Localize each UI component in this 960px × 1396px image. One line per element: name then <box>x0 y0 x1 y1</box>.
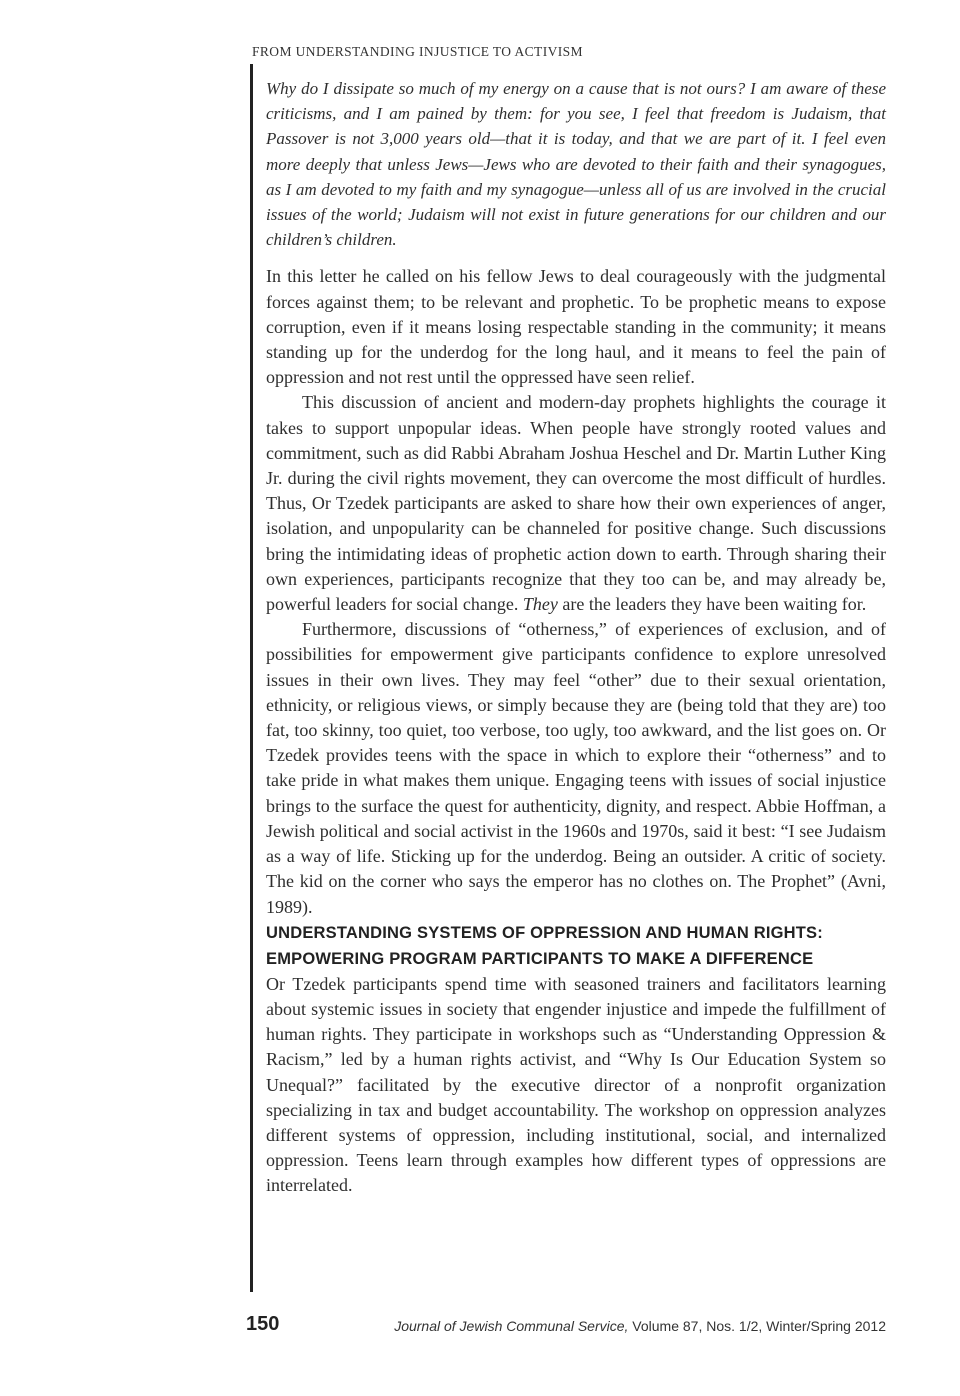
paragraph-2 <box>266 390 886 617</box>
running-head: FROM UNDERSTANDING INJUSTICE TO ACTIVISM <box>252 44 583 59</box>
page-number: 150 <box>246 1313 280 1335</box>
paragraph-3: Furthermore, discussions of “otherness,” of experiences of exclusion, and of possibilities for empowerment give participants confidence to explore unresolved issues in their own lives. They may feel “other” due to their sexual orientation, ethnicity, or religious views, or simply because they are (being told that they are) too fat, too skinny, too quiet, too verbose, too ugly, too awkward, and the list goes on. Or Tzedek provides teens with the space in which to explore their “otherness” and to take pride in what makes them unique. Engaging teens with issues of social injustice brings to the surface the quest for authenticity, dignity, and respect. Abbie Hoffman, a Jewish political and social activist in the 1960s and 1970s, said it best: “I see Judaism as a way of life. Sticking up for the underdog. Being an outsider. A critic of society. The kid on the corner who says the emperor has no clothes on. The Prophet” (Avni, 1989). <box>266 619 886 917</box>
article-body <box>266 76 886 1199</box>
journal-details: Volume 87, Nos. 1/2, Winter/Spring 2012 <box>628 1318 886 1334</box>
paragraph-2-text: This discussion of ancient and modern-day prophets highlights the courage it takes to support unpopular ideas. When people have strongly rooted values and commitment, such as did Rabbi Abraham Joshua Heschel and Dr. Martin Luther King Jr. during the civil rights movement, they can overcome the most difficult of hurdles. Thus, Or Tzedek participants are asked to share how their own experiences of anger, isolation, and unpopularity can be channeled for positive change. Such discussions bring the intimidating ideas of prophetic action down to earth. Through sharing their own experiences, participants recognize that they too can be, and may already be, powerful leaders for social change. <box>266 392 886 615</box>
paragraph-1: In this letter he called on his fellow Jews to deal courageously with the judgmental forces against them; to be relevant and prophetic. To be prophetic means to expose corruption, even if it means losing respectable standing in the community; it means standing up for the underdog for the long haul, and it means to feel the pain of oppression and not rest until the oppressed have seen relief. <box>266 266 886 388</box>
margin-rule <box>250 64 253 1292</box>
paragraph-2-end: are the leaders they have been waiting for. <box>562 594 867 615</box>
journal-name: Journal of Jewish Communal Service, <box>394 1318 629 1334</box>
journal-citation <box>394 1318 886 1334</box>
paragraph-2-emphasis: They <box>522 594 558 615</box>
block-quote: Why do I dissipate so much of my energy on a cause that is not ours? I am aware of these criticisms, and I am pained by them: for you see, I feel that freedom is Judaism, that Passover is not 3,000 years old—that it is today, and that we are part of it. I feel even more deeply that unless Jews—Jews who are devoted to their faith and their synagogues, as I am devoted to my faith and my synagogue—unless all of us are involved in the crucial issues of the world; Judaism will not exist in future generations for our children and our children’s children. <box>266 79 886 250</box>
section-heading: UNDERSTANDING SYSTEMS OF OPPRESSION AND HUMAN RIGHTS: EMPOWERING PROGRAM PARTICIPANTS TO MAKE A DIFFERENCE <box>266 923 823 968</box>
paragraph-4: Or Tzedek participants spend time with seasoned trainers and facilitators learning about systemic issues in society that engender injustice and impede the fulfillment of human rights. They participate in workshops such as “Understanding Oppression & Racism,” led by a human rights activist, and “Why Is Our Education System so Unequal?” facilitated by the executive director of a nonprofit organization specializing in tax and budget accountability. The workshop on oppression analyzes different systems of oppression, including institutional, social, and internalized oppression. Teens learn through examples how different types of oppressions are interrelated. <box>266 973 886 1196</box>
